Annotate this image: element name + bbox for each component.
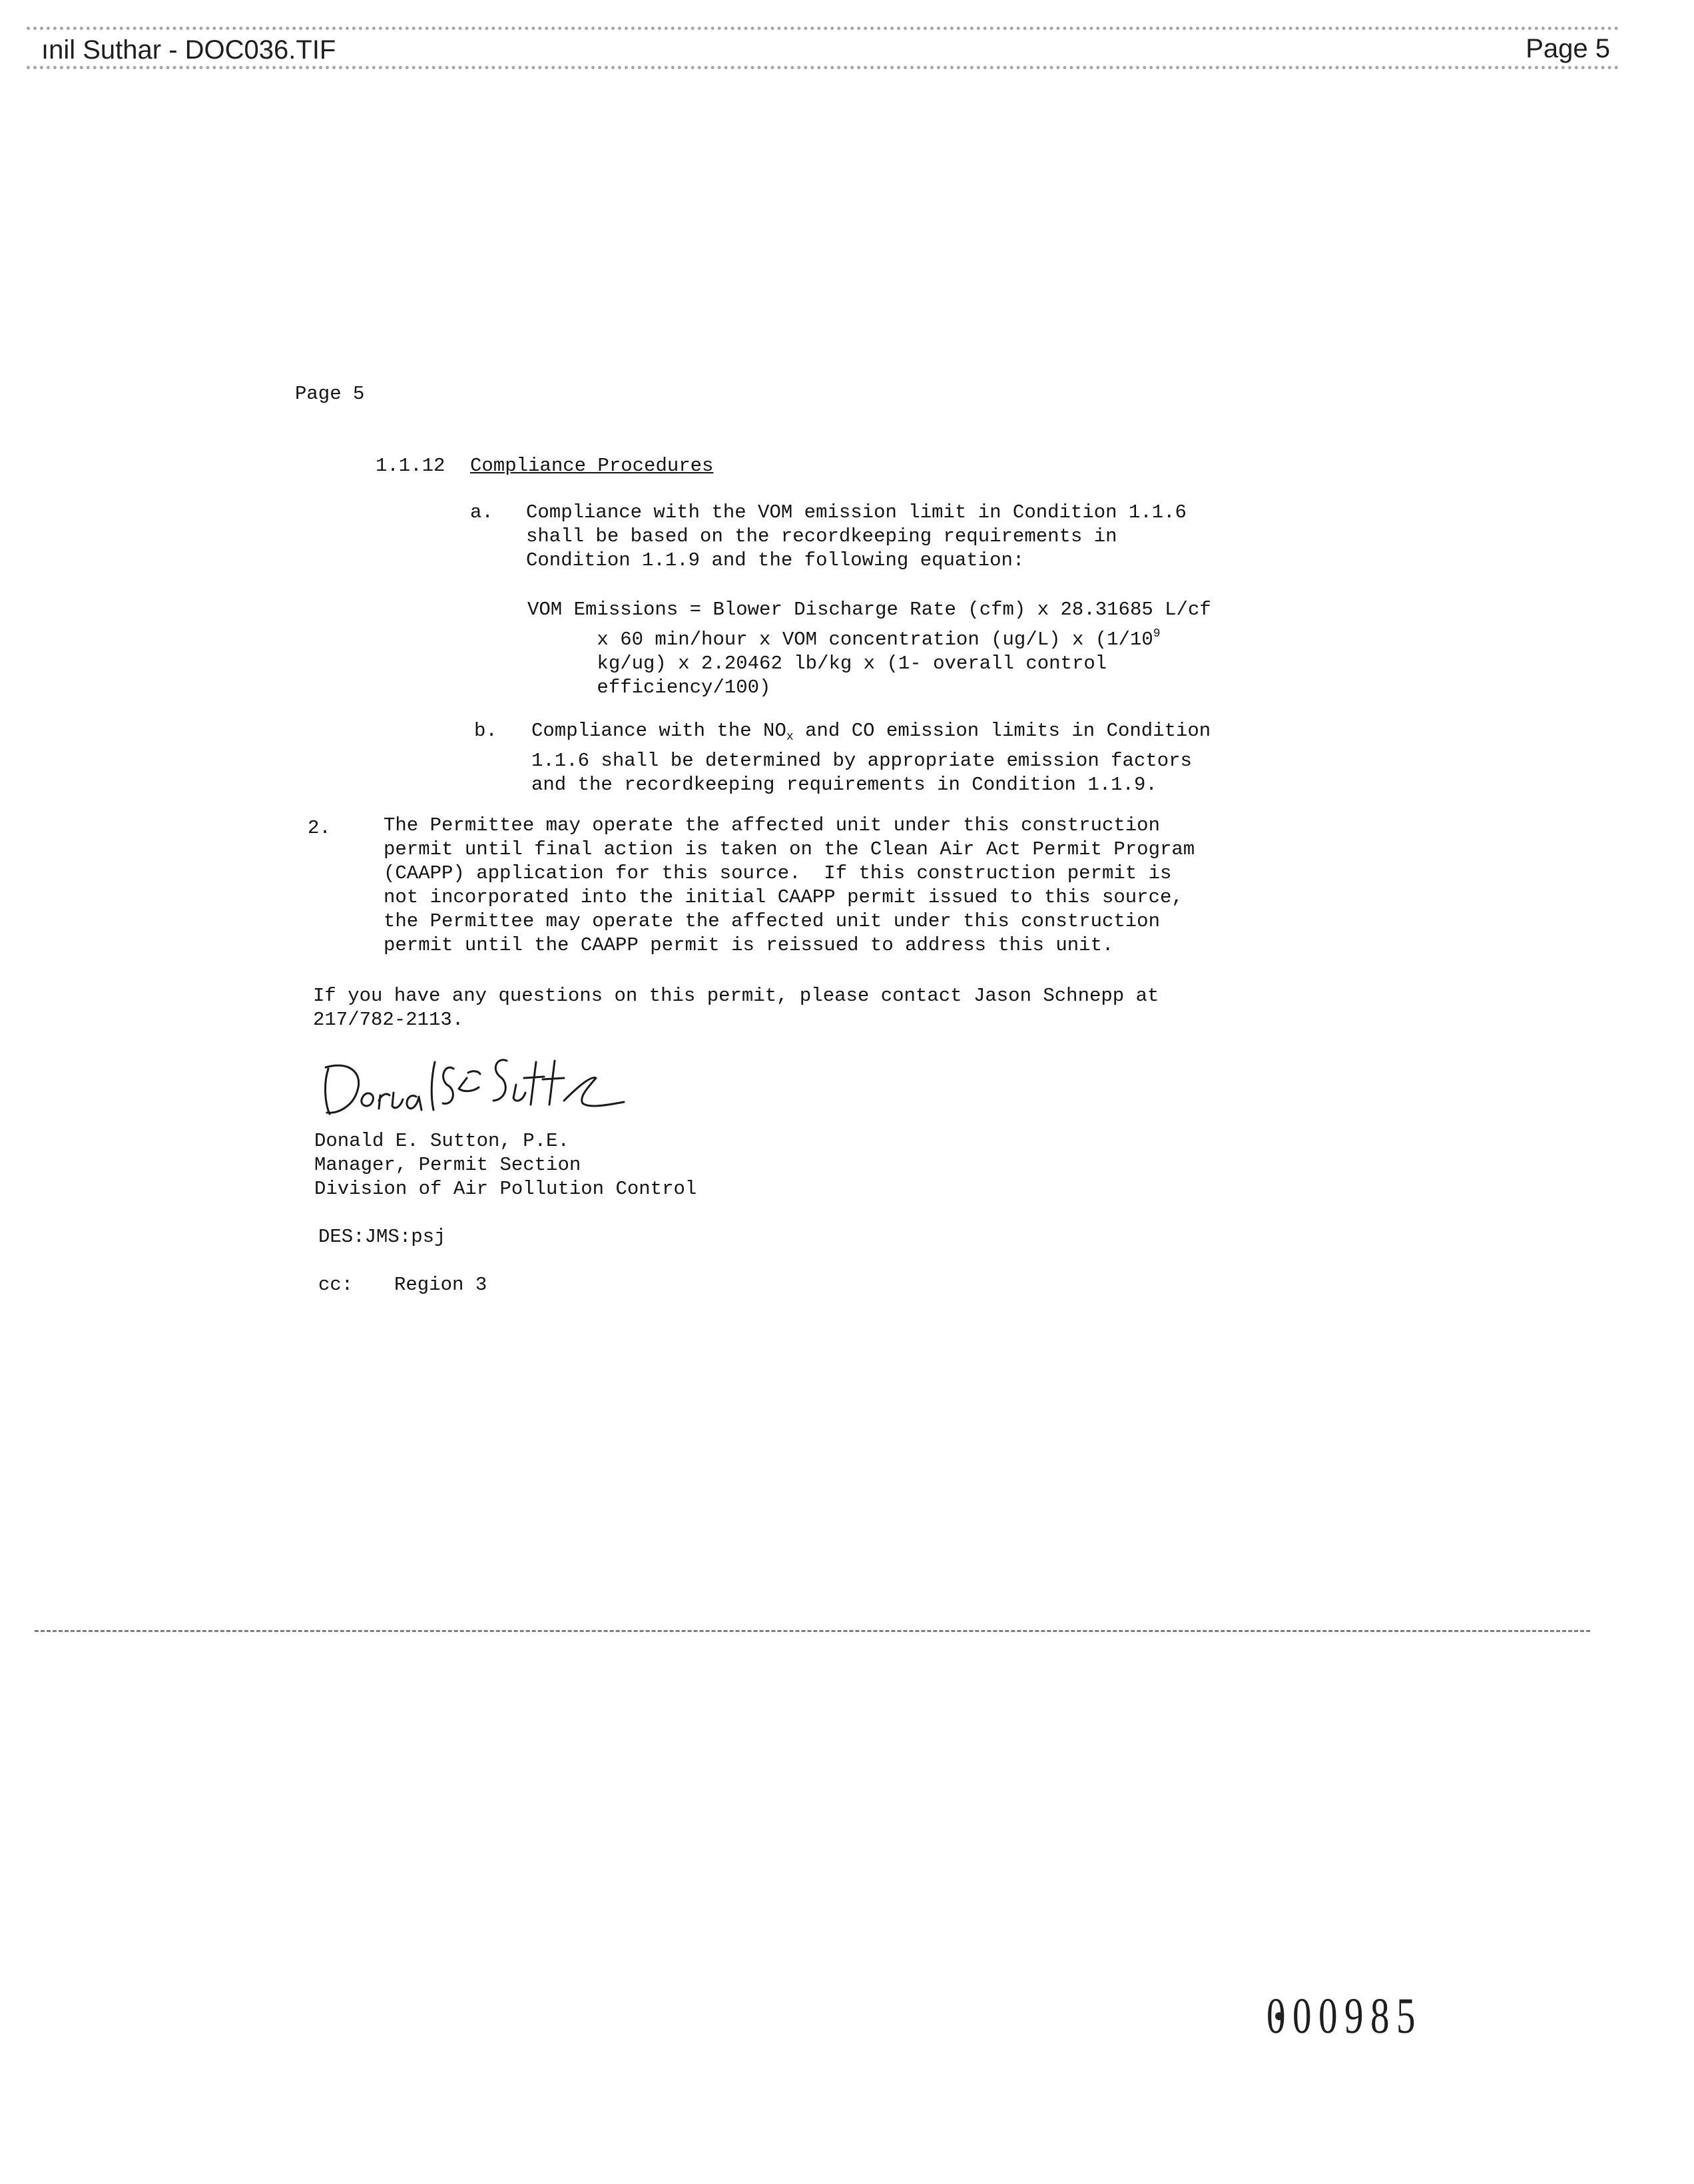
item-a-text — [526, 501, 1187, 573]
equation-superscript: 9 — [1153, 627, 1161, 641]
item-b-label: b. — [474, 720, 497, 742]
condition-2-line: permit until final action is taken on the Clean Air Act Permit Program — [384, 838, 1195, 860]
signatory-division: Division of Air Pollution Control — [314, 1178, 697, 1200]
item-b-line: Compliance with the NO — [531, 720, 786, 742]
item-b-line: and the recordkeeping requirements in Condition 1.1.9. — [531, 774, 1157, 796]
equation-line: VOM Emissions = Blower Discharge Rate (cfm) x 28.31685 L/cf — [527, 599, 1211, 621]
bates-number: 000985 — [1267, 1988, 1422, 2044]
item-a-line: Compliance with the VOM emission limit in Condition 1.1.6 — [526, 501, 1187, 523]
condition-2-label: 2. — [308, 817, 331, 839]
equation-line: x 60 min/hour x VOM concentration (ug/L) x (1/10 — [597, 629, 1153, 651]
document-viewer-header — [27, 27, 1619, 69]
section-number: 1.1.12 — [376, 455, 445, 477]
signatory-name: Donald E. Sutton, P.E. — [314, 1130, 569, 1152]
contact-line: If you have any questions on this permit, please contact Jason Schnepp at — [313, 985, 1159, 1007]
equation-line: efficiency/100) — [597, 677, 771, 698]
signature-image — [316, 1049, 629, 1122]
cc-label: cc: — [318, 1274, 354, 1296]
cc-value: Region 3 — [394, 1274, 487, 1296]
page-divider — [35, 1630, 1590, 1632]
document-filename: ınil Suthar - DOC036.TIF — [41, 35, 336, 65]
condition-2-text — [384, 814, 1195, 957]
initials: DES:JMS:psj — [318, 1226, 446, 1248]
condition-2-line: (CAAPP) application for this source. If this construction permit is — [384, 862, 1172, 884]
item-a-label: a. — [470, 501, 493, 523]
signatory-block — [314, 1129, 697, 1201]
condition-2-line: The Permittee may operate the affected unit under this construction — [384, 814, 1160, 836]
item-b-line: and CO emission limits in Condition — [793, 720, 1211, 742]
item-b-line: 1.1.6 shall be determined by appropriate emission factors — [531, 750, 1192, 772]
page-indicator: Page 5 — [1526, 34, 1610, 63]
contact-paragraph — [313, 984, 1159, 1032]
item-b-text — [531, 719, 1211, 797]
condition-2-line: permit until the CAAPP permit is reissued to address this unit. — [384, 934, 1114, 956]
condition-2-line: the Permittee may operate the affected unit under this construction — [384, 910, 1160, 932]
condition-2-line: not incorporated into the initial CAAPP permit issued to this source, — [384, 886, 1183, 908]
signatory-title: Manager, Permit Section — [314, 1154, 581, 1176]
item-b-subscript: x — [786, 730, 794, 744]
item-a-line: shall be based on the recordkeeping requirements in — [526, 525, 1117, 547]
section-title: Compliance Procedures — [470, 455, 714, 477]
vom-equation — [527, 598, 1211, 700]
page-label: Page 5 — [295, 383, 365, 405]
equation-line: kg/ug) x 2.20462 lb/kg x (1- overall control — [597, 653, 1107, 675]
item-a-line: Condition 1.1.9 and the following equation: — [526, 549, 1025, 571]
contact-line: 217/782-2113. — [313, 1009, 464, 1031]
